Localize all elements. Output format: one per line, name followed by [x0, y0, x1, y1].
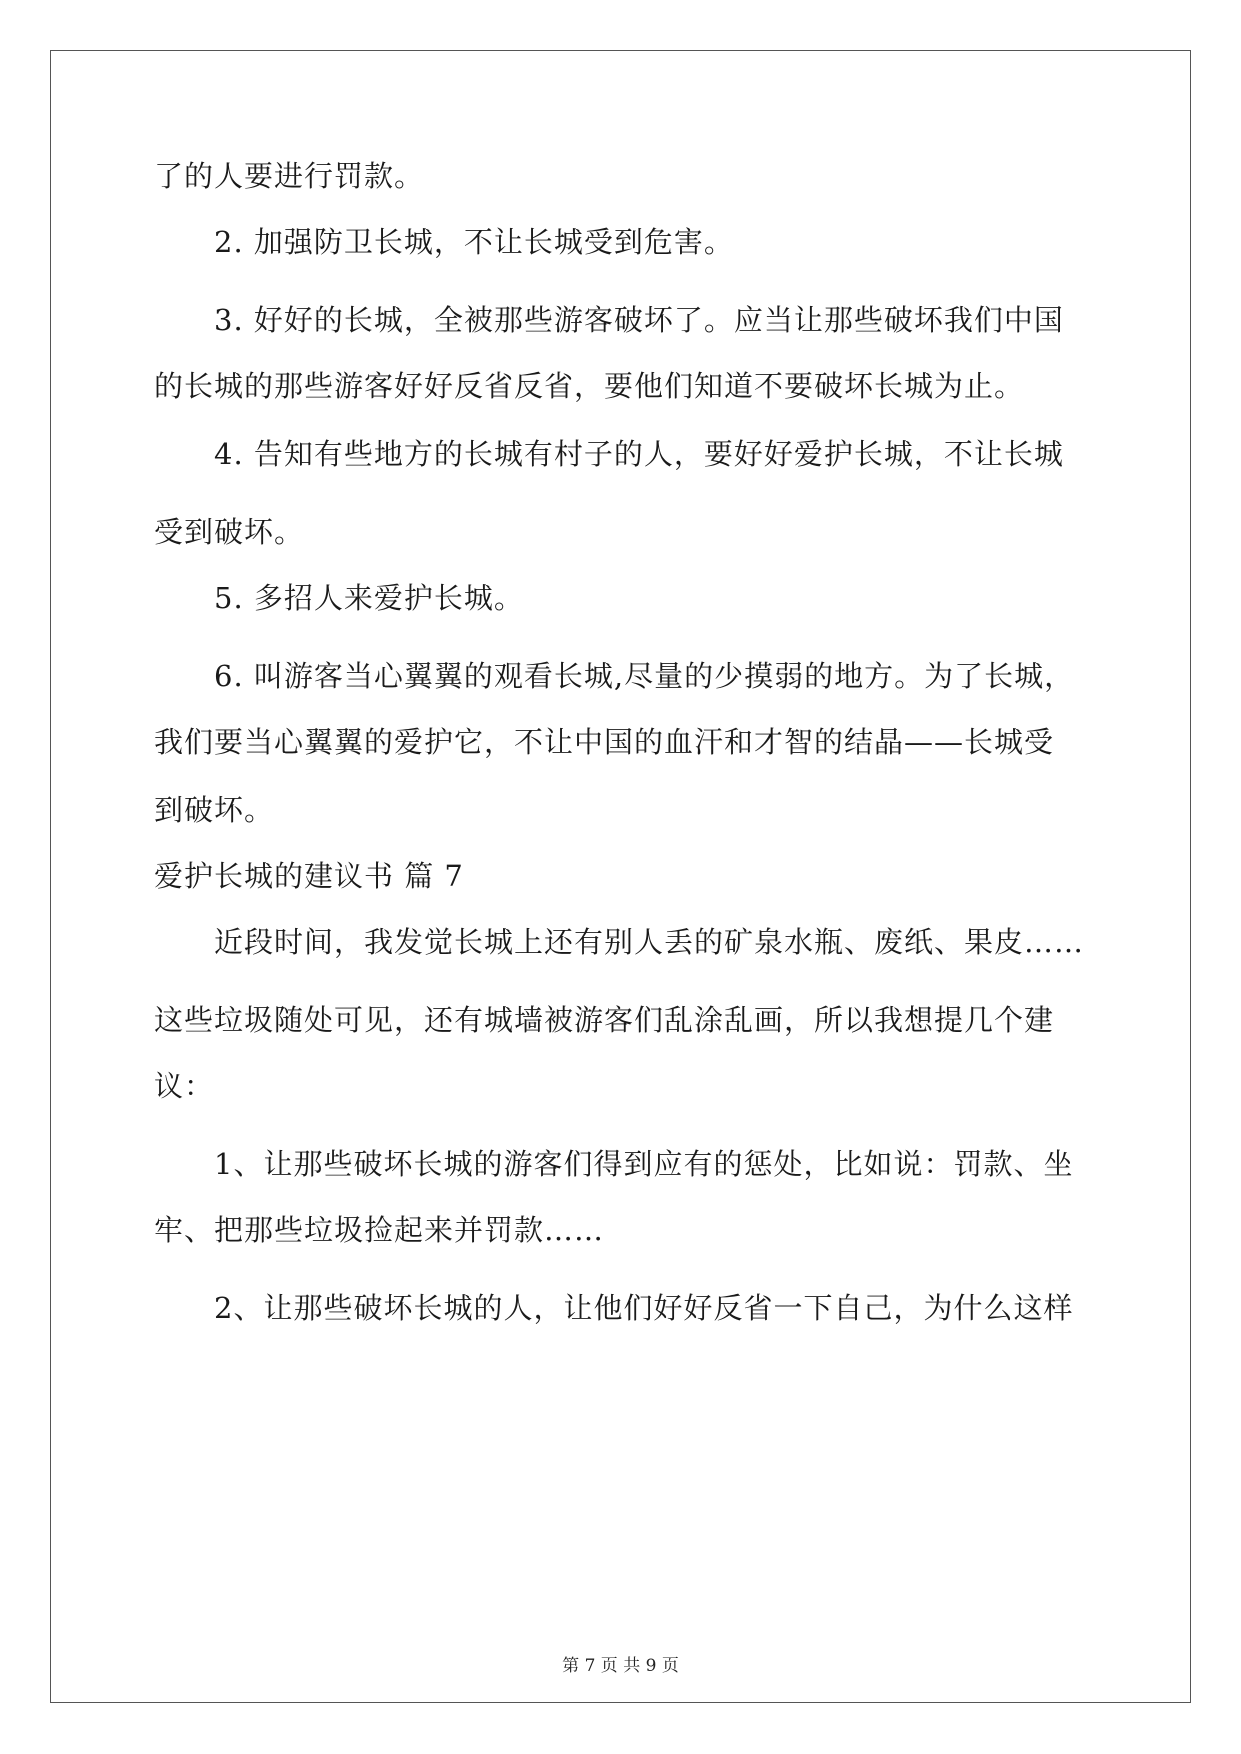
page-footer: 第 7 页 共 9 页 — [562, 1656, 679, 1676]
text-line: 4. 告知有些地方的长城有村子的人，要好好爱护长城，不让长城 — [214, 437, 1064, 471]
text-line: 我们要当心翼翼的爱护它，不让中国的血汗和才智的结晶——长城受 — [154, 725, 1055, 759]
section-heading: 爱护长城的建议书 篇 7 — [154, 859, 464, 893]
text-line: 受到破坏。 — [154, 515, 305, 549]
text-line: 2、让那些破坏长城的人，让他们好好反省一下自己，为什么这样 — [214, 1291, 1074, 1325]
text-line: 2. 加强防卫长城，不让长城受到危害。 — [214, 225, 734, 259]
text-line: 这些垃圾随处可见，还有城墙被游客们乱涂乱画，所以我想提几个建 — [154, 1003, 1055, 1037]
text-line: 6. 叫游客当心翼翼的观看长城,尽量的少摸弱的地方。为了长城， — [214, 659, 1075, 693]
text-line: 5. 多招人来爱护长城。 — [214, 581, 524, 615]
text-line: 的长城的那些游客好好反省反省，要他们知道不要破坏长城为止。 — [154, 369, 1025, 403]
text-line: 了的人要进行罚款。 — [154, 159, 425, 193]
text-line: 近段时间，我发觉长城上还有别人丢的矿泉水瓶、废纸、果皮…… — [214, 925, 1085, 959]
text-line: 议： — [154, 1069, 215, 1103]
text-line: 1、让那些破坏长城的游客们得到应有的惩处，比如说：罚款、坐 — [214, 1147, 1074, 1181]
text-line: 3. 好好的长城，全被那些游客破坏了。应当让那些破坏我们中国 — [214, 303, 1064, 337]
text-line: 牢、把那些垃圾捡起来并罚款…… — [154, 1213, 605, 1247]
text-line: 到破坏。 — [154, 793, 275, 827]
